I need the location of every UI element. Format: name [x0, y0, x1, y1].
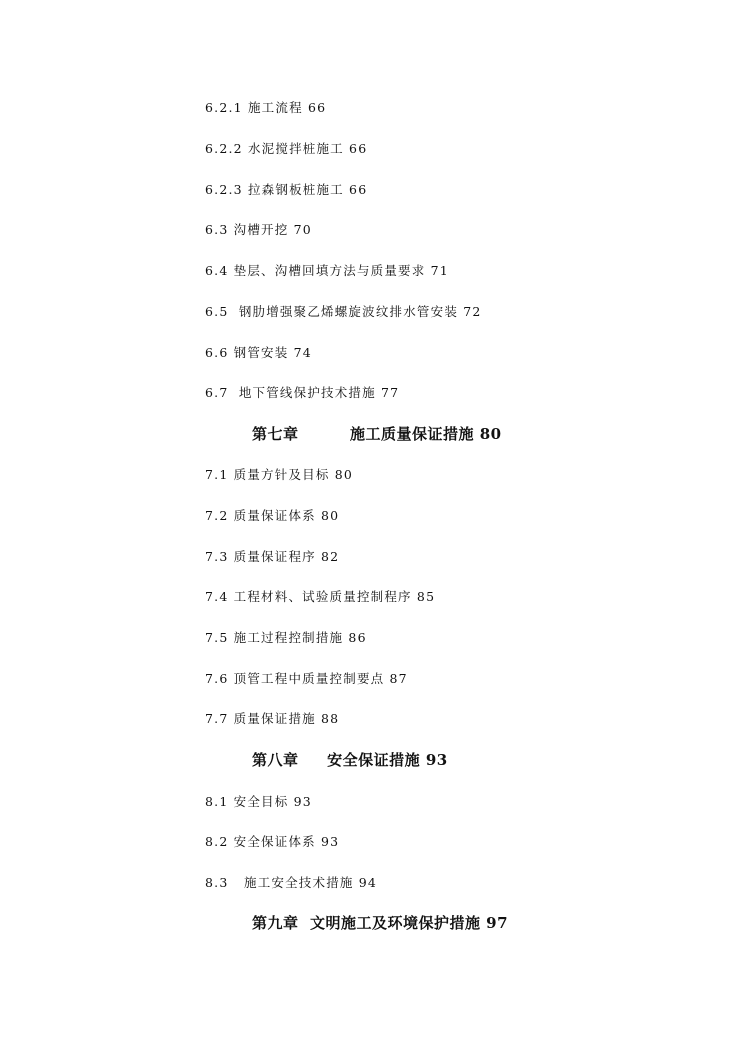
toc-entry-7-5: 7.5 施工过程控制措施 86: [205, 630, 367, 645]
toc-entry-6-2-2: 6.2.2 水泥搅拌桩施工 66: [205, 141, 368, 156]
toc-entry-6-2-3: 6.2.3 拉森钢板桩施工 66: [205, 182, 368, 197]
toc-entry-6-2-1: 6.2.1 施工流程 66: [205, 100, 327, 115]
toc-entry-7-4: 7.4 工程材料、试验质量控制程序 85: [205, 589, 436, 604]
chapter-8-heading: 第八章 安全保证措施 93: [252, 751, 448, 769]
toc-entry-7-7: 7.7 质量保证措施 88: [205, 711, 340, 726]
toc-entry-6-3: 6.3 沟槽开挖 70: [205, 222, 312, 237]
toc-entry-7-2: 7.2 质量保证体系 80: [205, 508, 340, 523]
toc-entry-6-4: 6.4 垫层、沟槽回填方法与质量要求 71: [205, 263, 449, 278]
toc-entry-6-7: 6.7 地下管线保护技术措施 77: [205, 385, 400, 400]
toc-entry-8-2: 8.2 安全保证体系 93: [205, 834, 340, 849]
chapter-9-heading: 第九章 文明施工及环境保护措施 97: [252, 914, 509, 932]
chapter-7-heading: 第七章 施工质量保证措施 80: [252, 425, 502, 443]
toc-entry-8-1: 8.1 安全目标 93: [205, 794, 312, 809]
toc-entry-7-3: 7.3 质量保证程序 82: [205, 549, 340, 564]
toc-entry-6-5: 6.5 钢肋增强聚乙烯螺旋波纹排水管安装 72: [205, 304, 482, 319]
toc-entry-7-6: 7.6 顶管工程中质量控制要点 87: [205, 671, 408, 686]
toc-entry-8-3: 8.3 施工安全技术措施 94: [205, 875, 378, 890]
toc-entry-6-6: 6.6 钢管安装 74: [205, 345, 312, 360]
toc-entry-7-1: 7.1 质量方针及目标 80: [205, 467, 354, 482]
